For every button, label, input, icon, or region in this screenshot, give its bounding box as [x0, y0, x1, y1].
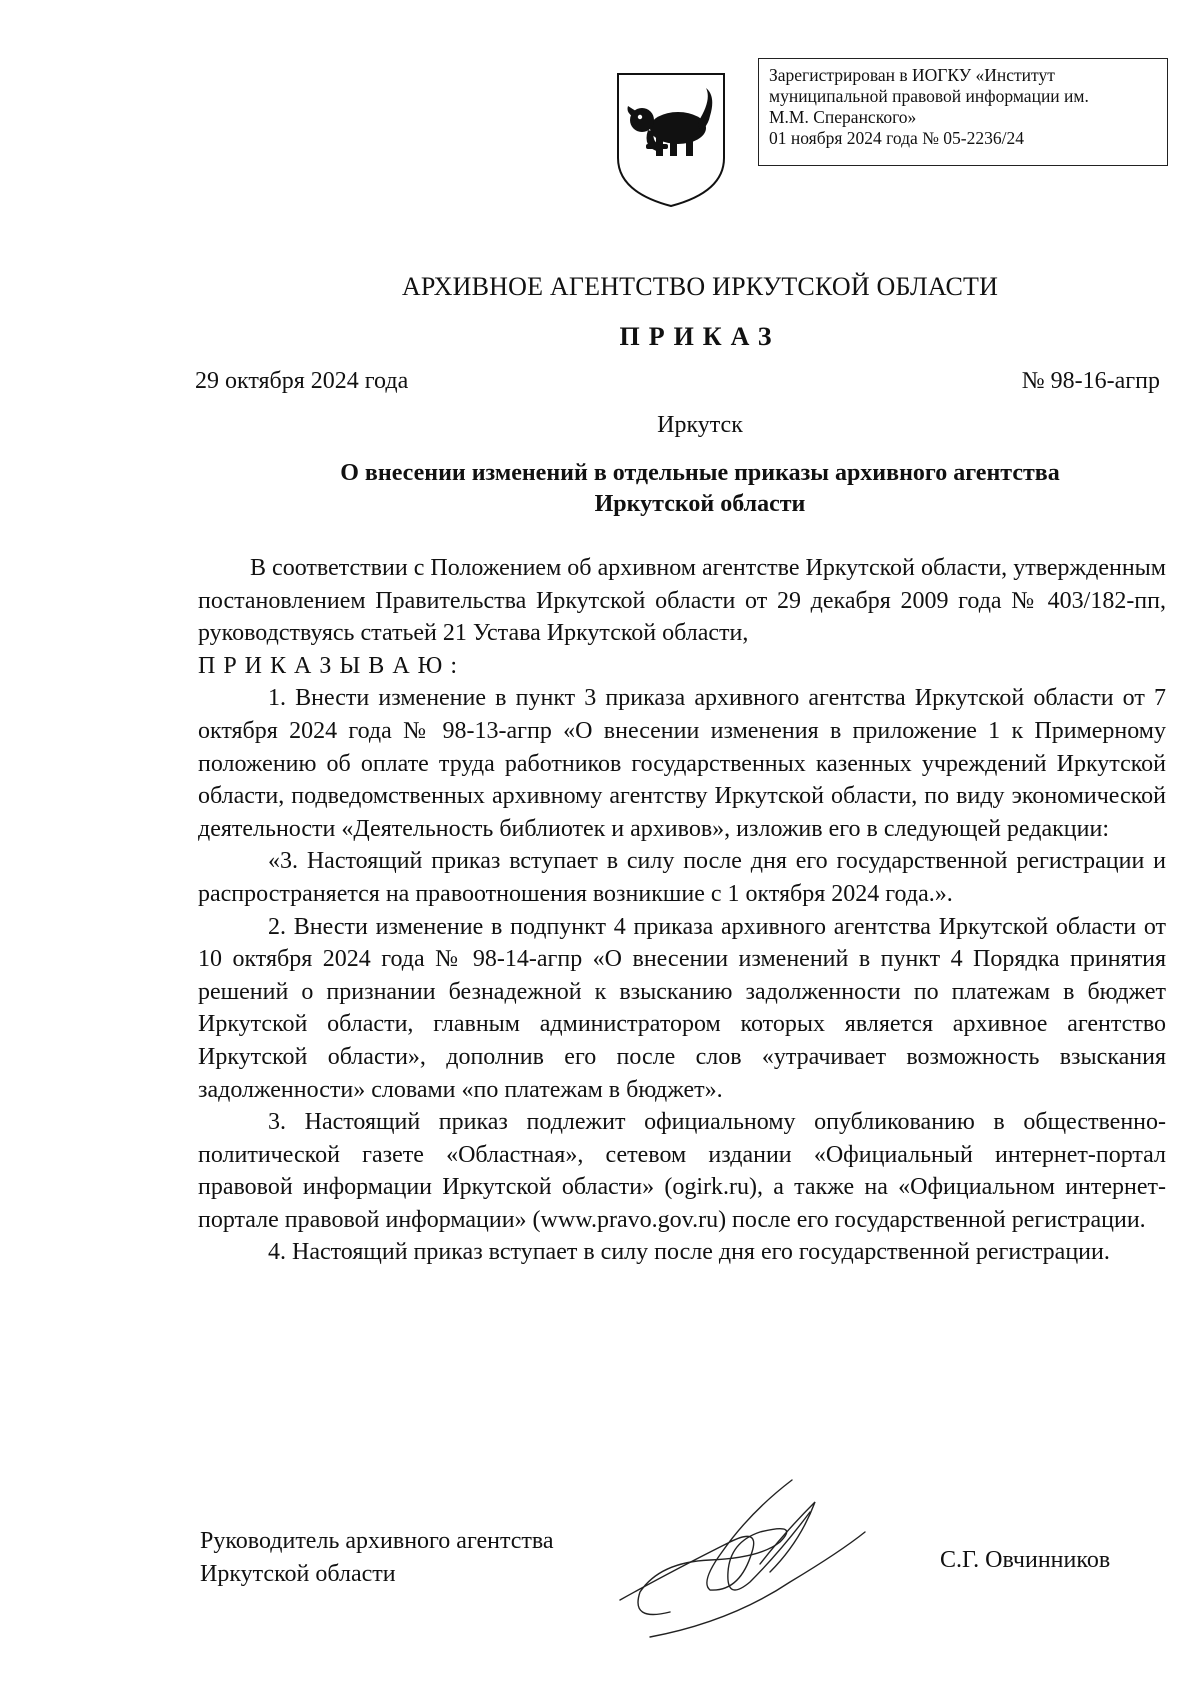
document-city: Иркутск [657, 412, 743, 438]
item-2-paragraph: 2. Внести изменение в подпункт 4 приказа архивного агентства Иркутской области от 10 октября 2024 года № 98-14-агпр «О внесении изменений в пункт 4 Порядка принятия решений о признании безнадежной к взысканию задолженности по платежам в бюджет Иркутской области, главным администратором которых является архивное агентство Иркутской области», дополнив его после слов «утрачивает возможность взыскания задолженности» словами «по платежам в бюджет». [198, 913, 1166, 1103]
role-line: Руководитель архивного агентства [200, 1528, 554, 1554]
document-type: ПРИКАЗ [619, 322, 781, 351]
registration-line: муниципальной правовой информации им. [769, 86, 1089, 106]
order-word: П Р И К А З Ы В А Ю : [198, 652, 458, 679]
document-date: 29 октября 2024 года [195, 368, 409, 394]
registration-line: Зарегистрирован в ИОГКУ «Институт [769, 65, 1055, 85]
item-4-paragraph: 4. Настоящий приказ вступает в силу после дня его государственной регистрации. [268, 1239, 1110, 1266]
coat-of-arms-icon [612, 70, 730, 210]
agency-name: АРХИВНОЕ АГЕНТСТВО ИРКУТСКОЙ ОБЛАСТИ [401, 272, 999, 301]
item-3-paragraph: 3. Настоящий приказ подлежит официальному опубликованию в общественно-политической газете «Областная», сетевом издании «Официальный интернет-портал правовой информации Иркутской области» (ogirk.ru), а также на «Официальном интернет-портале правовой информации» (www.pravo.gov.ru) после его государственной регистрации. [198, 1109, 1166, 1233]
preamble-paragraph: В соответствии с Положением об архивном агентстве Иркутской области, утвержденным постановлением Правительства Иркутской области от 29 декабря 2009 года № 403/182-пп, руководствуясь статьей 21 Устава Иркутской области, [198, 555, 1166, 647]
registration-line: М.М. Сперанского» [769, 107, 917, 127]
signatory-name: С.Г. Овчинников [940, 1547, 1111, 1573]
item-1-paragraph: 1. Внести изменение в пункт 3 приказа архивного агентства Иркутской области от 7 октября 2024 года № 98-13-агпр «О внесении изменения в приложение 1 к Примерному положению об оплате труда работников государственных казенных учреждений Иркутской области, подведомственных архивному агентству Иркутской области, по виду экономической деятельности «Деятельность библиотек и архивов», изложив его в следующей редакции: [198, 685, 1166, 842]
registration-line: 01 ноября 2024 года № 05-2236/24 [769, 128, 1024, 148]
role-line: Иркутской области [200, 1561, 396, 1587]
handwritten-signature [610, 1472, 870, 1642]
item-1-quote-paragraph: «3. Настоящий приказ вступает в силу после дня его государственной регистрации и распространяется на правоотношения возникшие с 1 октября 2024 года.». [198, 848, 1166, 907]
document-body [198, 552, 1166, 1269]
registration-stamp [758, 58, 1168, 166]
title-line: О внесении изменений в отдельные приказы архивного агентства [340, 460, 1060, 486]
title-line: Иркутской области [594, 491, 806, 517]
signatory-role [200, 1525, 554, 1591]
document-title [200, 458, 1200, 520]
document-number: № 98-16-агпр [1021, 368, 1160, 394]
